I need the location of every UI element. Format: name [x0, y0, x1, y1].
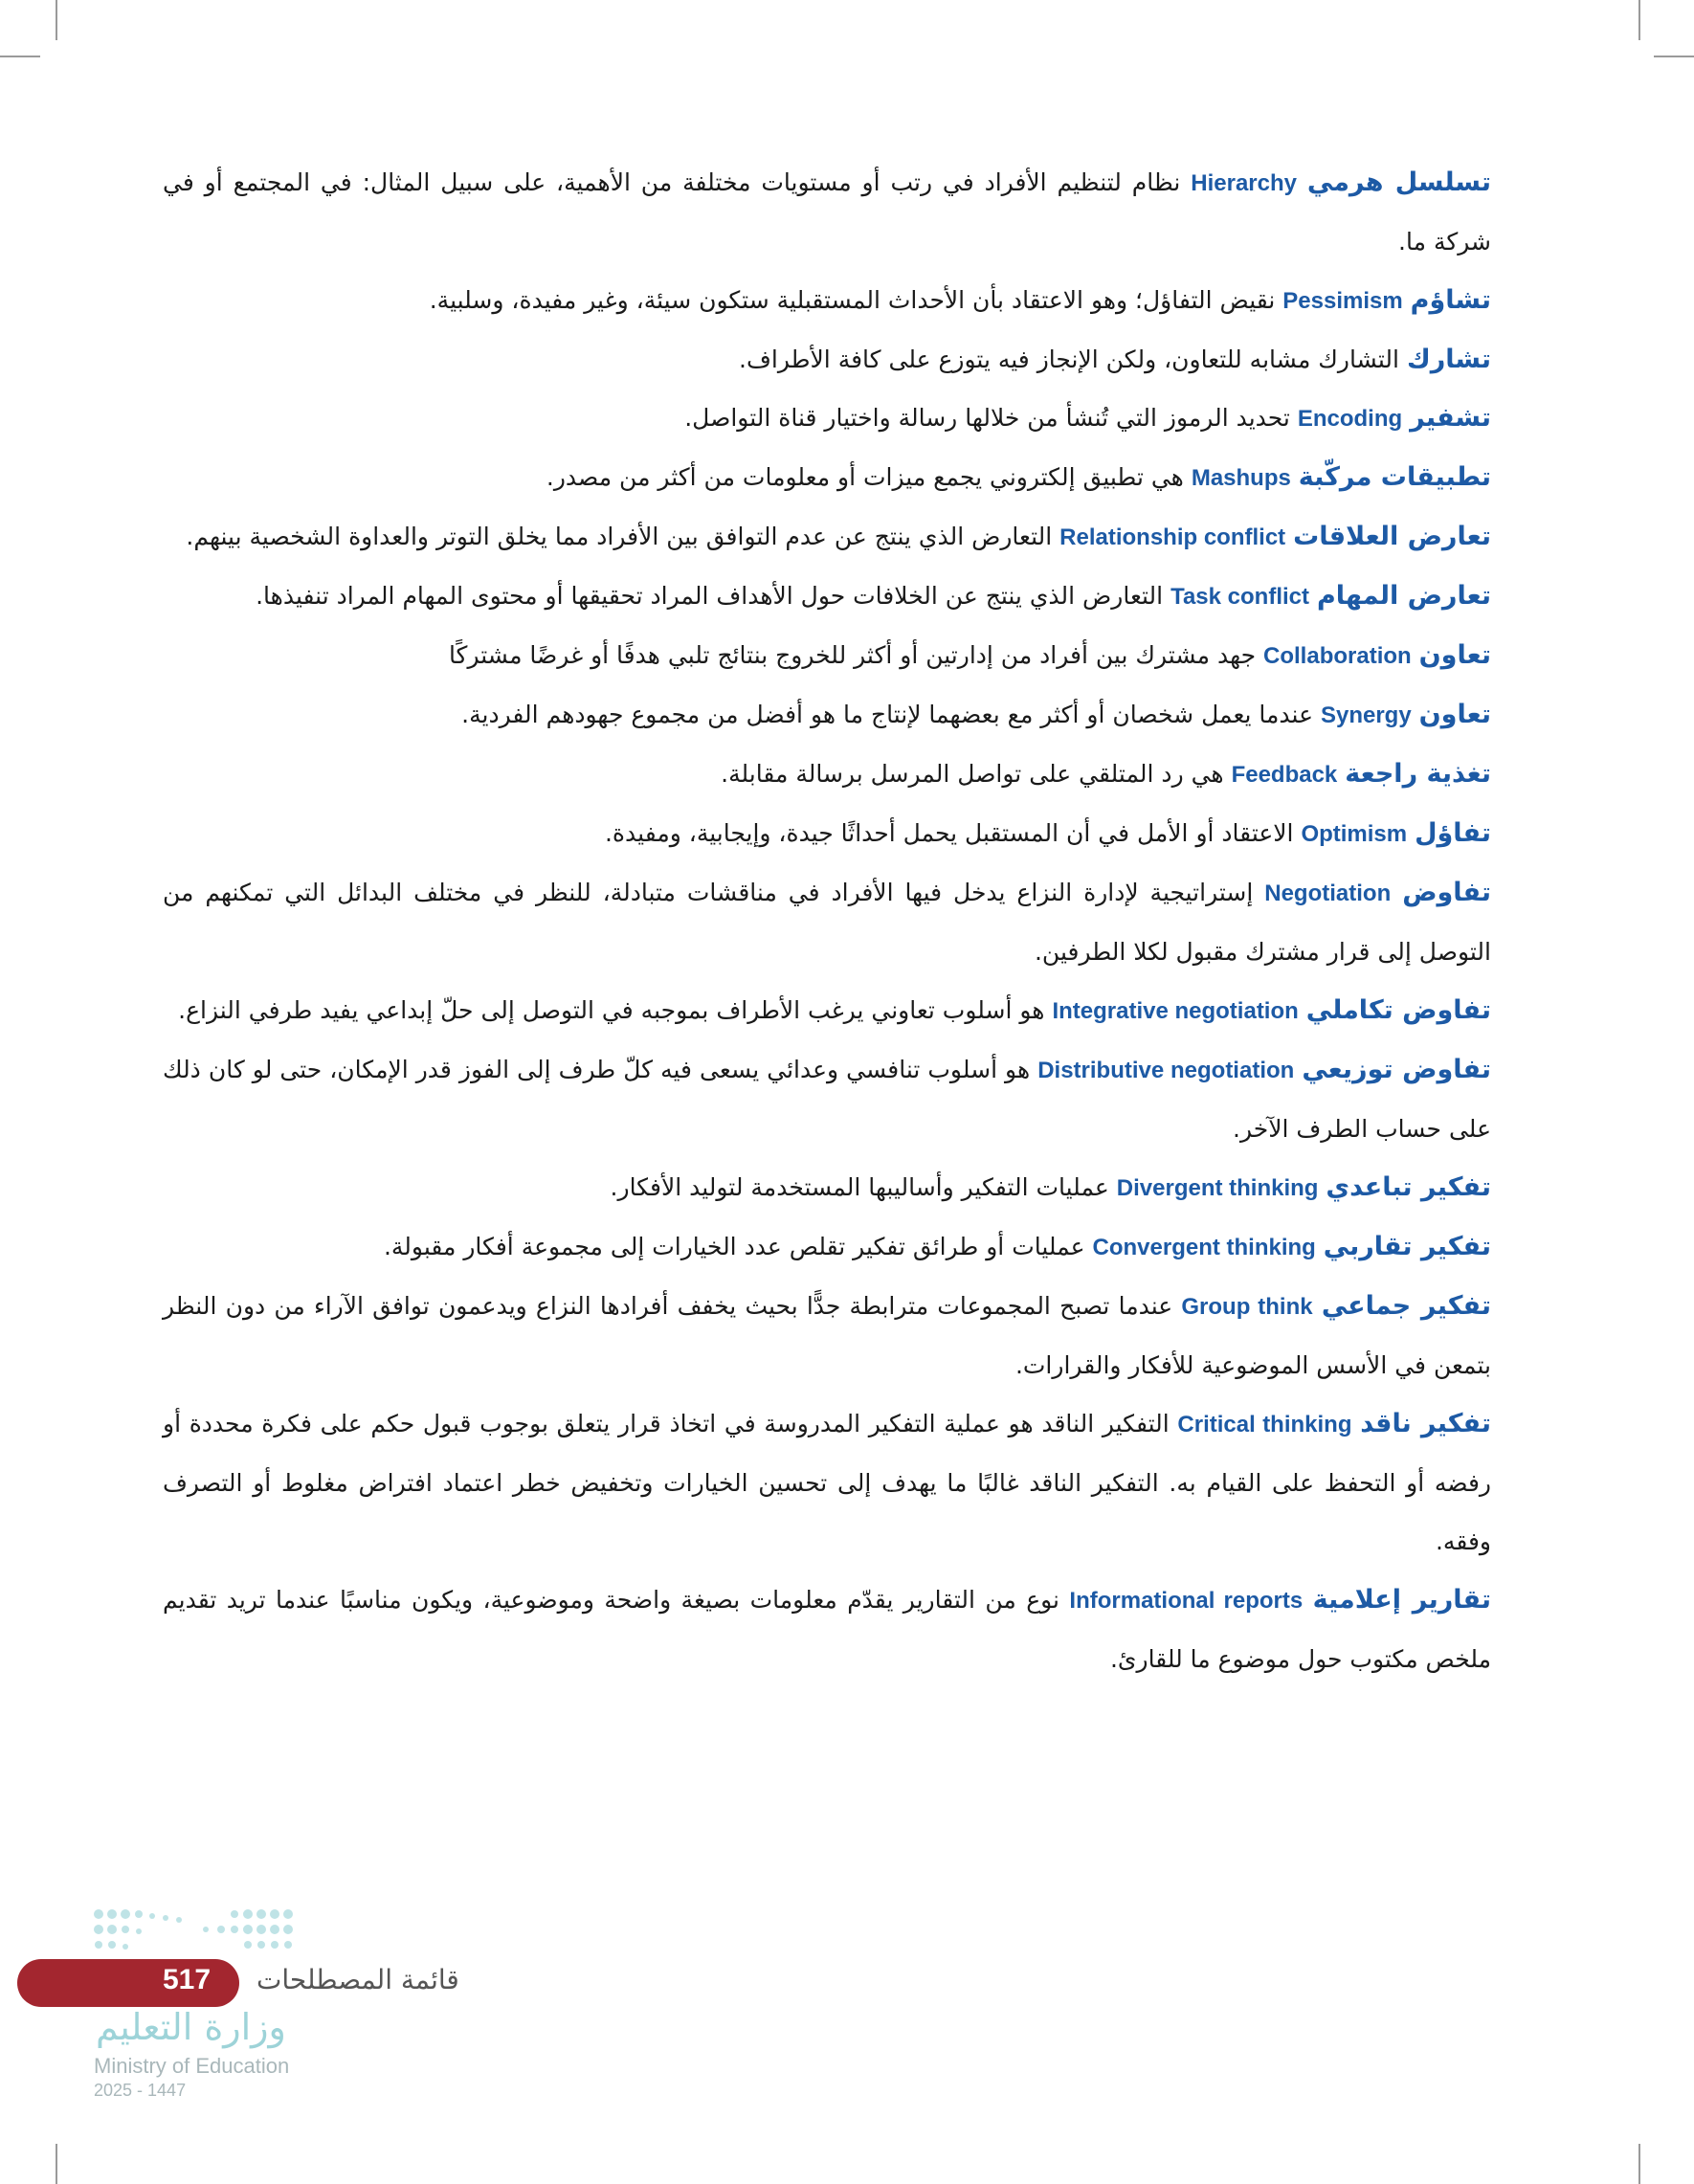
section-title: قائمة المصطلحات: [256, 1964, 459, 1995]
glossary-entry: [163, 626, 1491, 685]
ministry-name-english: Ministry of Education: [94, 2054, 290, 2078]
term-definition: هي رد المتلقي على تواصل المرسل برسالة مقابلة.: [721, 760, 1224, 788]
term-definition: التشارك مشابه للتعاون، ولكن الإنجاز فيه يتوزع على كافة الأطراف.: [739, 345, 1399, 373]
glossary-entry: [163, 1158, 1491, 1217]
page-footer: [0, 1905, 574, 2153]
term-definition: التفكير الناقد هو عملية التفكير المدروسة في اتخاذ قرار يتعلق بوجوب قبول حكم على فكرة محددة أو رفضه أو التحفظ على القيام به. التفكير الناقد غالبًا ما يهدف إلى تحسين الخيارات وتخفيض خطر اعتماد افتراض مغلوط أو التصرف وفقه.: [163, 1410, 1491, 1555]
term-arabic: تعارض العلاقات: [1293, 522, 1491, 551]
term-definition: عمليات التفكير وأساليبها المستخدمة لتوليد الأفكار.: [610, 1173, 1109, 1201]
term-definition: عندما تصبح المجموعات مترابطة جدًّا بحيث يخفف أفرادها النزاع ويدعمون توافق الآراء من دون النظر بتمعن في الأسس الموضوعية للأفكار والقرارات.: [163, 1292, 1491, 1379]
term-english: Critical thinking: [1177, 1412, 1352, 1437]
glossary-entry: [163, 745, 1491, 804]
ministry-logo-dots-icon: [91, 1905, 311, 1962]
term-english: Encoding: [1297, 406, 1403, 432]
term-arabic: تشاؤم: [1410, 285, 1491, 315]
term-english: Informational reports: [1069, 1588, 1304, 1614]
term-arabic: تفاوض تكاملي: [1305, 995, 1491, 1025]
glossary-entry: [163, 271, 1491, 330]
term-arabic: تفاوض توزيعي: [1302, 1055, 1491, 1084]
term-english: Feedback: [1231, 762, 1338, 788]
term-english: Hierarchy: [1191, 170, 1297, 196]
term-arabic: تغذية راجعة: [1345, 759, 1491, 789]
crop-mark-top-right-v: [1638, 0, 1640, 40]
term-english: Divergent thinking: [1116, 1175, 1319, 1201]
term-definition: نوع من التقارير يقدّم معلومات بصيغة واضحة وموضوعية، ويكون مناسبًا عندما تريد تقديم ملخص مكتوب حول موضوع ما للقارئ.: [163, 1586, 1491, 1673]
term-arabic: تفكير تقاربي: [1323, 1232, 1491, 1261]
term-arabic: تفاوض: [1402, 878, 1491, 907]
glossary-entry: [163, 1571, 1491, 1688]
edition-year: 2025 - 1447: [94, 2081, 187, 2100]
glossary-entry: [163, 567, 1491, 626]
ministry-name-arabic: وزارة التعليم: [96, 2006, 286, 2048]
term-arabic: تطبيقات مركّبة: [1298, 462, 1491, 492]
term-arabic: تقارير إعلامية: [1312, 1585, 1491, 1615]
term-definition: هو أسلوب تعاوني يرغب الأطراف بموجبه في التوصل إلى حلّ إبداعي يفيد طرفي النزاع.: [178, 996, 1045, 1024]
term-english: Relationship conflict: [1059, 524, 1286, 550]
glossary-entry: [163, 507, 1491, 567]
glossary-entry: [163, 389, 1491, 448]
glossary-list: [163, 153, 1491, 1688]
glossary-entry: [163, 153, 1491, 271]
term-arabic: تفكير جماعي: [1321, 1291, 1492, 1321]
term-arabic: تفاؤل: [1415, 818, 1491, 848]
term-definition: الاعتقاد أو الأمل في أن المستقبل يحمل أحداثًا جيدة، وإيجابية، ومفيدة.: [604, 819, 1294, 847]
crop-mark-top-left-h: [0, 56, 40, 57]
term-arabic: تعاون: [1418, 700, 1491, 729]
term-arabic: تفكير ناقد: [1360, 1409, 1491, 1438]
term-english: Group think: [1181, 1294, 1313, 1320]
crop-mark-top-left-v: [56, 0, 57, 40]
crop-mark-top-right-h: [1654, 56, 1694, 57]
term-english: Distributive negotiation: [1037, 1058, 1295, 1083]
term-english: Pessimism: [1282, 288, 1403, 314]
term-definition: جهد مشترك بين أفراد من إدارتين أو أكثر للخروج بنتائج تلبي هدفًا أو غرضًا مشتركًا: [448, 641, 1257, 669]
term-arabic: تشارك: [1406, 345, 1491, 374]
term-arabic: تعاون: [1418, 640, 1491, 670]
glossary-entry: [163, 330, 1491, 389]
term-arabic: تشفير: [1410, 403, 1491, 433]
term-english: Collaboration: [1263, 643, 1412, 669]
term-english: Integrative negotiation: [1052, 998, 1299, 1024]
term-english: Mashups: [1191, 465, 1291, 491]
term-english: Task conflict: [1170, 584, 1310, 610]
term-definition: التعارض الذي ينتج عن الخلافات حول الأهداف المراد تحقيقها أو محتوى المهام المراد تنفيذها.: [256, 582, 1164, 610]
term-english: Optimism: [1301, 821, 1408, 847]
term-arabic: تعارض المهام: [1316, 581, 1491, 611]
term-definition: إستراتيجية لإدارة النزاع يدخل فيها الأفراد في مناقشات متبادلة، للنظر في مختلف البدائل التي تمكنهم من التوصل إلى قرار مشترك مقبول لكلا الطرفين.: [163, 879, 1491, 966]
term-definition: عمليات أو طرائق تفكير تقلص عدد الخيارات إلى مجموعة أفكار مقبولة.: [383, 1233, 1085, 1260]
glossary-entry: [163, 1394, 1491, 1571]
term-definition: نقيض التفاؤل؛ وهو الاعتقاد بأن الأحداث المستقبلية ستكون سيئة، وغير مفيدة، وسلبية.: [429, 286, 1276, 314]
glossary-entry: [163, 448, 1491, 507]
glossary-entry: [163, 981, 1491, 1040]
term-definition: هو أسلوب تنافسي وعدائي يسعى فيه كلّ طرف إلى الفوز قدر الإمكان، حتى لو كان ذلك على حساب الطرف الآخر.: [163, 1056, 1491, 1143]
term-definition: التعارض الذي ينتج عن عدم التوافق بين الأفراد مما يخلق التوتر والعداوة الشخصية بينهم.: [186, 523, 1053, 550]
page-number: 517: [163, 1964, 212, 1995]
term-definition: هي تطبيق إلكتروني يجمع ميزات أو معلومات من أكثر من مصدر.: [546, 463, 1184, 491]
glossary-entry: [163, 1277, 1491, 1394]
crop-mark-bottom-right-v: [1638, 2144, 1640, 2184]
term-arabic: تسلسل هرمي: [1306, 167, 1491, 197]
glossary-entry: [163, 804, 1491, 863]
term-definition: عندما يعمل شخصان أو أكثر مع بعضهما لإنتاج ما هو أفضل من مجموع جهودهم الفردية.: [461, 701, 1314, 728]
glossary-entry: [163, 1040, 1491, 1158]
term-english: Synergy: [1320, 702, 1412, 728]
glossary-entry: [163, 685, 1491, 745]
term-definition: تحديد الرموز التي تُنشأ من خلالها رسالة واختيار قناة التواصل.: [684, 404, 1290, 432]
glossary-entry: [163, 863, 1491, 981]
term-english: Convergent thinking: [1092, 1235, 1316, 1260]
term-english: Negotiation: [1264, 880, 1392, 906]
term-definition: نظام لتنظيم الأفراد في رتب أو مستويات مختلفة من الأهمية، على سبيل المثال: في المجتمع أو في شركة ما.: [163, 168, 1491, 256]
glossary-entry: [163, 1217, 1491, 1277]
term-arabic: تفكير تباعدي: [1326, 1172, 1491, 1202]
